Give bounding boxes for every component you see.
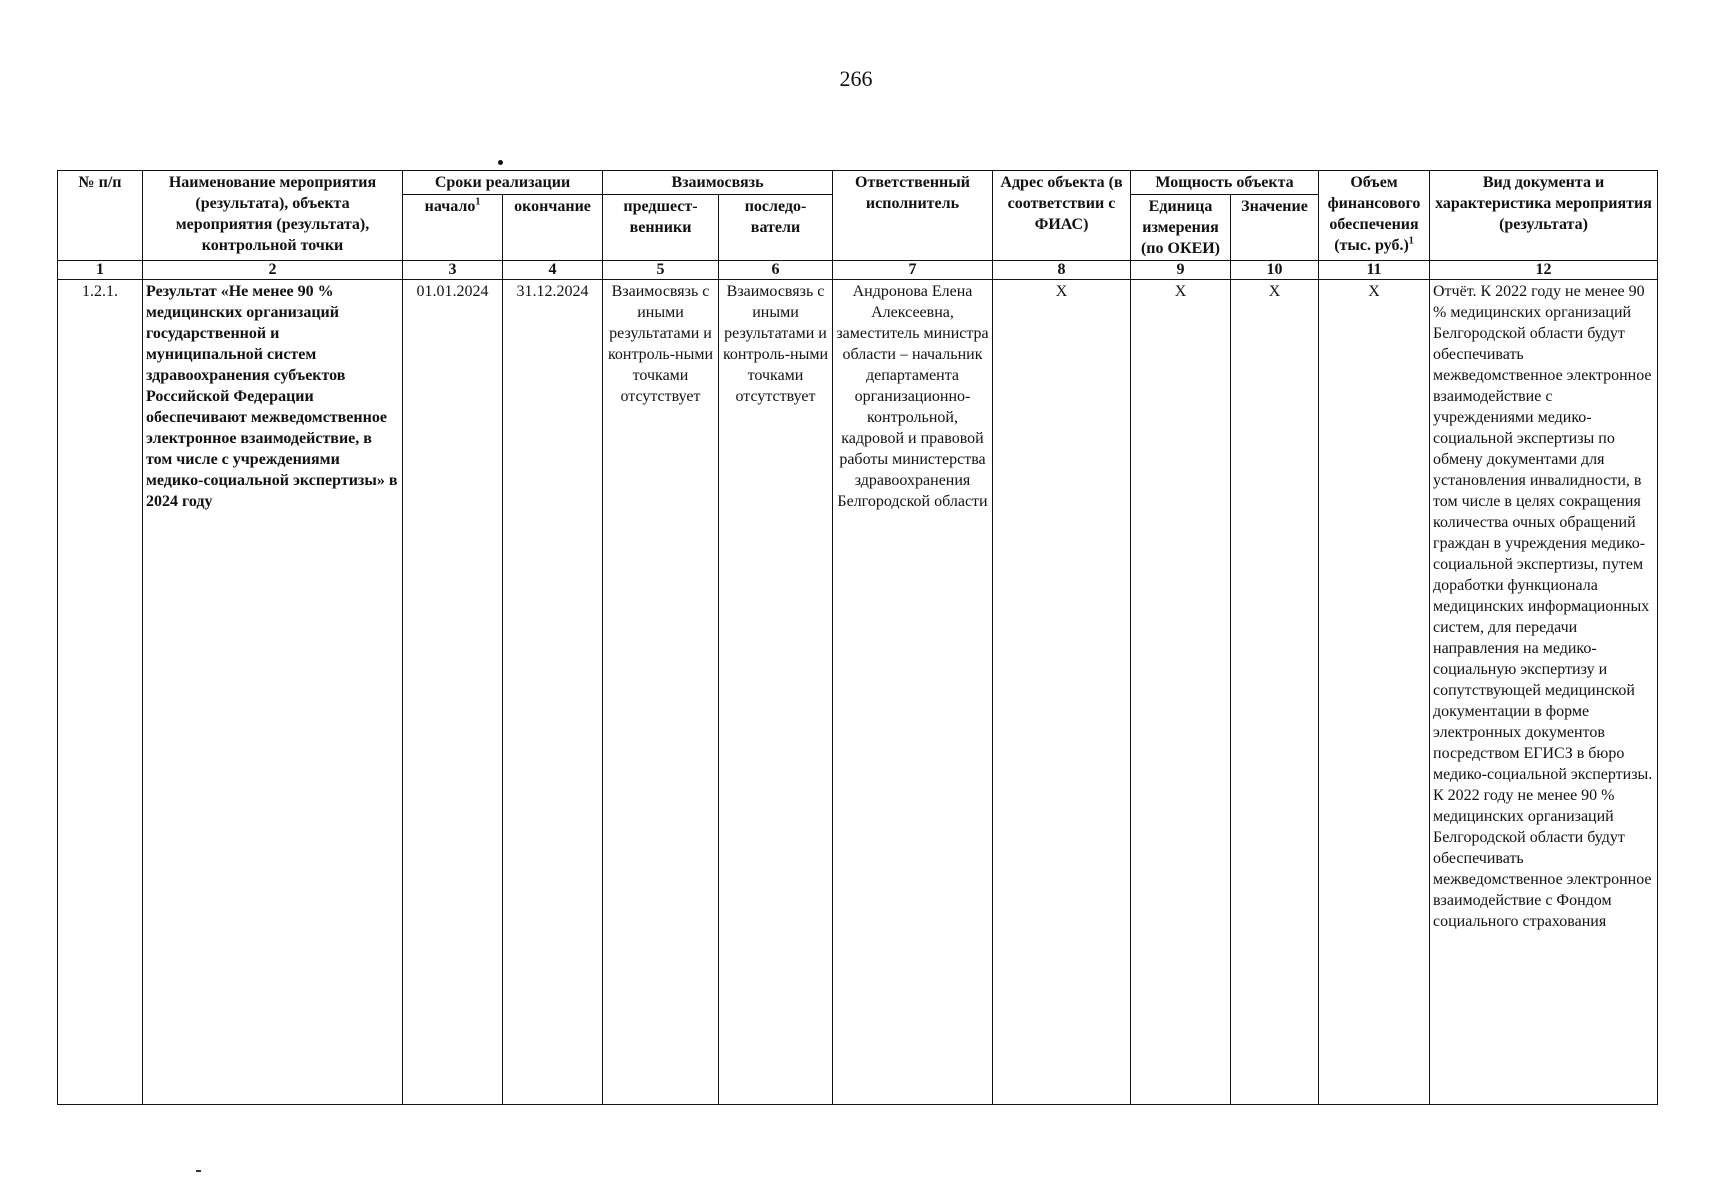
column-number: 11	[1319, 261, 1430, 280]
column-number: 5	[603, 261, 719, 280]
row-address: Х	[993, 280, 1131, 1105]
column-numbers-row	[58, 261, 1658, 280]
header-unit: Единица измерения (по ОКЕИ)	[1131, 195, 1231, 261]
header-responsible: Ответственный исполнитель	[833, 171, 993, 261]
header-link: Взаимосвязь	[603, 171, 833, 195]
header-address: Адрес объекта (в соответствии с ФИАС)	[993, 171, 1131, 261]
row-predecessors: Взаимосвязь с иными результатами и контроль-ными точками отсутствует	[603, 280, 719, 1105]
row-end-date: 31.12.2024	[503, 280, 603, 1105]
header-capacity: Мощность объекта	[1131, 171, 1319, 195]
column-number: 2	[143, 261, 403, 280]
header-row-1	[58, 171, 1658, 195]
header-finance	[1319, 171, 1430, 261]
header-num: № п/п	[58, 171, 143, 261]
header-name: Наименование мероприятия (результата), объекта мероприятия (результата), контрольной точки	[143, 171, 403, 261]
row-start-date: 01.01.2024	[403, 280, 503, 1105]
scan-dot-mark	[498, 160, 503, 165]
header-document: Вид документа и характеристика мероприятия (результата)	[1430, 171, 1658, 261]
column-number: 7	[833, 261, 993, 280]
scan-stray-mark	[196, 1170, 201, 1172]
header-start-footnote: 1	[475, 196, 481, 208]
row-name: Результат «Не менее 90 % медицинских организаций государственной и муниципальной систем здравоохранения субъектов Российской Федерации обеспечивают межведомственное электронное взаимодействие, в том числе с учреждениями медико-социальной экспертизы» в 2024 году	[143, 280, 403, 1105]
column-number: 6	[719, 261, 833, 280]
row-finance: Х	[1319, 280, 1430, 1105]
header-finance-label: Объем финансового обеспечения (тыс. руб.)	[1327, 174, 1421, 254]
header-predecessors: предшест-венники	[603, 195, 719, 261]
page-number: 266	[839, 66, 873, 91]
column-number: 1	[58, 261, 143, 280]
column-number: 12	[1430, 261, 1658, 280]
column-number: 4	[503, 261, 603, 280]
header-value: Значение	[1231, 195, 1319, 261]
column-number: 10	[1231, 261, 1319, 280]
column-number: 9	[1131, 261, 1231, 280]
row-responsible: Андронова Елена Алексеевна, заместитель министра области – начальник департамента организационно-контрольной, кадровой и правовой работы министерства здравоохранения Белгородской области	[833, 280, 993, 1105]
row-unit: Х	[1131, 280, 1231, 1105]
table-row	[58, 280, 1658, 1105]
row-value: Х	[1231, 280, 1319, 1105]
header-start	[403, 195, 503, 261]
header-start-label: начало	[424, 198, 476, 215]
row-document: Отчёт. К 2022 году не менее 90 % медицинских организаций Белгородской области будут обеспечивать межведомственное электронное взаимодействие с учреждениями медико-социальной экспертизы по обмену документами для установления инвалидности, в том числе в целях сокращения количества очных обращений граждан в учреждения медико-социальной экспертизы, путем доработки функционала медицинских информационных систем, для передачи направления на медико-социальную экспертизу и сопутствующей медицинской документации в форме электронных документов посредством ЕГИСЗ в бюро медико-социальной экспертизы. К 2022 году не менее 90 % медицинских организаций Белгородской области будут обеспечивать межведомственное электронное взаимодействие с Фондом социального страхования	[1430, 280, 1658, 1105]
row-successors: Взаимосвязь с иными результатами и контроль-ными точками отсутствует	[719, 280, 833, 1105]
row-number: 1.2.1.	[58, 280, 143, 1105]
header-end: окончание	[503, 195, 603, 261]
column-number: 3	[403, 261, 503, 280]
header-finance-footnote: 1	[1408, 235, 1414, 247]
measures-table	[57, 170, 1658, 1105]
column-number: 8	[993, 261, 1131, 280]
header-terms: Сроки реализации	[403, 171, 603, 195]
header-successors: последо-ватели	[719, 195, 833, 261]
